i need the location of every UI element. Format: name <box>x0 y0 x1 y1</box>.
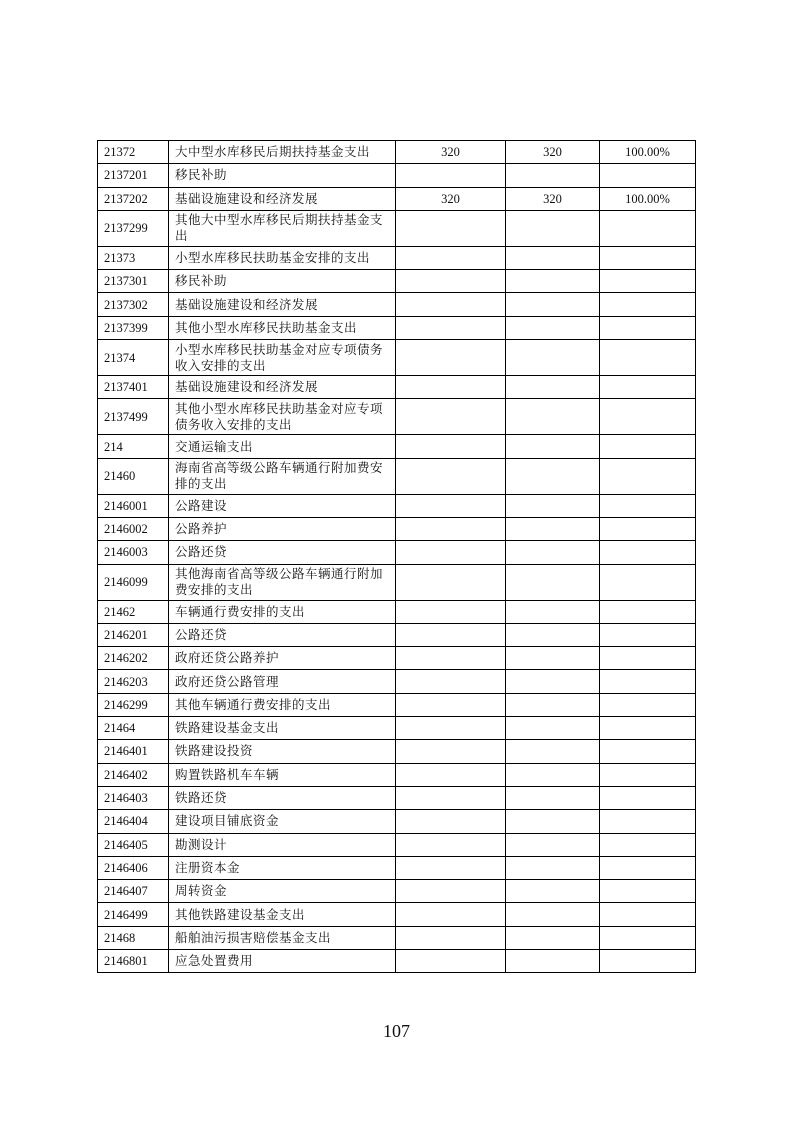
value-cell-2 <box>506 717 600 740</box>
name-cell: 车辆通行费安排的支出 <box>169 600 396 623</box>
value-cell-1 <box>396 856 506 879</box>
table-row <box>98 786 696 809</box>
table-row <box>98 926 696 949</box>
value-cell-2 <box>506 903 600 926</box>
code-cell: 2146402 <box>98 763 169 786</box>
name-cell: 交通运输支出 <box>169 435 396 458</box>
value-cell-3 <box>600 903 696 926</box>
value-cell-3 <box>600 670 696 693</box>
name-cell: 船舶油污损害赔偿基金支出 <box>169 926 396 949</box>
code-cell: 2137302 <box>98 293 169 316</box>
code-cell: 2146003 <box>98 541 169 564</box>
value-cell-2 <box>506 564 600 600</box>
name-cell: 其他车辆通行费安排的支出 <box>169 693 396 716</box>
table-row <box>98 517 696 540</box>
value-cell-2 <box>506 926 600 949</box>
table-row <box>98 833 696 856</box>
table-row <box>98 210 696 246</box>
value-cell-3 <box>600 810 696 833</box>
value-cell-2 <box>506 670 600 693</box>
page-number: 107 <box>383 1021 410 1041</box>
value-cell-1 <box>396 647 506 670</box>
code-cell: 2146201 <box>98 623 169 646</box>
value-cell-1 <box>396 517 506 540</box>
value-cell-1 <box>396 210 506 246</box>
value-cell-3 <box>600 246 696 269</box>
value-cell-1 <box>396 740 506 763</box>
table-row <box>98 541 696 564</box>
value-cell-3 <box>600 740 696 763</box>
code-cell: 2146403 <box>98 786 169 809</box>
code-cell: 2146406 <box>98 856 169 879</box>
name-cell: 建设项目铺底资金 <box>169 810 396 833</box>
value-cell-2 <box>506 270 600 293</box>
code-cell: 21374 <box>98 340 169 376</box>
code-cell: 21462 <box>98 600 169 623</box>
value-cell-1 <box>396 623 506 646</box>
value-cell-3 <box>600 541 696 564</box>
table-row <box>98 246 696 269</box>
name-cell: 公路养护 <box>169 517 396 540</box>
name-cell: 基础设施建设和经济发展 <box>169 293 396 316</box>
value-cell-2 <box>506 833 600 856</box>
name-cell: 公路还贷 <box>169 623 396 646</box>
code-cell: 2146407 <box>98 880 169 903</box>
value-cell-2 <box>506 880 600 903</box>
name-cell: 其他大中型水库移民后期扶持基金支出 <box>169 210 396 246</box>
code-cell: 2146099 <box>98 564 169 600</box>
code-cell: 2137301 <box>98 270 169 293</box>
value-cell-3 <box>600 564 696 600</box>
value-cell-3 <box>600 494 696 517</box>
name-cell: 公路建设 <box>169 494 396 517</box>
value-cell-3 <box>600 693 696 716</box>
code-cell: 214 <box>98 435 169 458</box>
value-cell-3 <box>600 647 696 670</box>
name-cell: 基础设施建设和经济发展 <box>169 376 396 399</box>
name-cell: 小型水库移民扶助基金对应专项债务收入安排的支出 <box>169 340 396 376</box>
value-cell-3 <box>600 950 696 973</box>
value-cell-2 <box>506 435 600 458</box>
name-cell: 移民补助 <box>169 164 396 187</box>
name-cell: 周转资金 <box>169 880 396 903</box>
value-cell-1 <box>396 763 506 786</box>
code-cell: 2146404 <box>98 810 169 833</box>
code-cell: 2146002 <box>98 517 169 540</box>
name-cell: 铁路建设投资 <box>169 740 396 763</box>
table-row <box>98 316 696 339</box>
value-cell-2 <box>506 399 600 435</box>
value-cell-2 <box>506 164 600 187</box>
value-cell-3 <box>600 926 696 949</box>
value-cell-2 <box>506 541 600 564</box>
value-cell-2 <box>506 293 600 316</box>
value-cell-2 <box>506 740 600 763</box>
value-cell-3 <box>600 856 696 879</box>
value-cell-1 <box>396 458 506 494</box>
value-cell-1 <box>396 435 506 458</box>
code-cell: 21373 <box>98 246 169 269</box>
code-cell: 2137401 <box>98 376 169 399</box>
value-cell-1 <box>396 903 506 926</box>
table-row <box>98 740 696 763</box>
value-cell-1 <box>396 340 506 376</box>
value-cell-1 <box>396 810 506 833</box>
value-cell-2 <box>506 647 600 670</box>
value-cell-2 <box>506 246 600 269</box>
name-cell: 公路还贷 <box>169 541 396 564</box>
value-cell-1 <box>396 693 506 716</box>
value-cell-3 <box>600 316 696 339</box>
value-cell-2 <box>506 517 600 540</box>
value-cell-1 <box>396 833 506 856</box>
code-cell: 2146299 <box>98 693 169 716</box>
name-cell: 铁路建设基金支出 <box>169 717 396 740</box>
value-cell-3 <box>600 458 696 494</box>
value-cell-3 <box>600 435 696 458</box>
table-row <box>98 880 696 903</box>
table-row <box>98 141 696 164</box>
table-row <box>98 435 696 458</box>
code-cell: 2146001 <box>98 494 169 517</box>
value-cell-2: 320 <box>506 141 600 164</box>
value-cell-1 <box>396 293 506 316</box>
code-cell: 2137201 <box>98 164 169 187</box>
value-cell-3: 100.00% <box>600 187 696 210</box>
code-cell: 2137499 <box>98 399 169 435</box>
table-row <box>98 647 696 670</box>
value-cell-2 <box>506 316 600 339</box>
value-cell-2 <box>506 786 600 809</box>
code-cell: 2146401 <box>98 740 169 763</box>
name-cell: 政府还贷公路养护 <box>169 647 396 670</box>
value-cell-2 <box>506 210 600 246</box>
table-row <box>98 376 696 399</box>
value-cell-2 <box>506 763 600 786</box>
table-row <box>98 950 696 973</box>
value-cell-1 <box>396 564 506 600</box>
name-cell: 政府还贷公路管理 <box>169 670 396 693</box>
value-cell-1 <box>396 717 506 740</box>
value-cell-3 <box>600 717 696 740</box>
value-cell-3 <box>600 210 696 246</box>
table-row <box>98 600 696 623</box>
name-cell: 注册资本金 <box>169 856 396 879</box>
code-cell: 21468 <box>98 926 169 949</box>
value-cell-3 <box>600 600 696 623</box>
value-cell-1 <box>396 926 506 949</box>
table-row <box>98 340 696 376</box>
value-cell-3 <box>600 376 696 399</box>
value-cell-3 <box>600 623 696 646</box>
value-cell-1 <box>396 376 506 399</box>
value-cell-3 <box>600 763 696 786</box>
table-row <box>98 763 696 786</box>
table-row <box>98 270 696 293</box>
value-cell-3 <box>600 517 696 540</box>
name-cell: 移民补助 <box>169 270 396 293</box>
value-cell-1: 320 <box>396 141 506 164</box>
value-cell-1 <box>396 316 506 339</box>
code-cell: 2137299 <box>98 210 169 246</box>
name-cell: 其他铁路建设基金支出 <box>169 903 396 926</box>
value-cell-1 <box>396 246 506 269</box>
value-cell-3 <box>600 833 696 856</box>
name-cell: 铁路还贷 <box>169 786 396 809</box>
value-cell-3 <box>600 164 696 187</box>
name-cell: 海南省高等级公路车辆通行附加费安排的支出 <box>169 458 396 494</box>
value-cell-2 <box>506 458 600 494</box>
name-cell: 其他小型水库移民扶助基金对应专项债务收入安排的支出 <box>169 399 396 435</box>
table-row <box>98 717 696 740</box>
name-cell: 购置铁路机车车辆 <box>169 763 396 786</box>
value-cell-2 <box>506 693 600 716</box>
table-row <box>98 564 696 600</box>
table-row <box>98 856 696 879</box>
code-cell: 21464 <box>98 717 169 740</box>
table-row <box>98 693 696 716</box>
value-cell-1 <box>396 670 506 693</box>
value-cell-1 <box>396 164 506 187</box>
code-cell: 2146499 <box>98 903 169 926</box>
name-cell: 大中型水库移民后期扶持基金支出 <box>169 141 396 164</box>
value-cell-3 <box>600 399 696 435</box>
value-cell-2 <box>506 950 600 973</box>
code-cell: 2146203 <box>98 670 169 693</box>
value-cell-1 <box>396 600 506 623</box>
value-cell-3 <box>600 340 696 376</box>
table-row <box>98 494 696 517</box>
value-cell-1 <box>396 270 506 293</box>
table-row <box>98 187 696 210</box>
value-cell-2 <box>506 600 600 623</box>
name-cell: 其他小型水库移民扶助基金支出 <box>169 316 396 339</box>
code-cell: 2146801 <box>98 950 169 973</box>
value-cell-2 <box>506 340 600 376</box>
name-cell: 其他海南省高等级公路车辆通行附加费安排的支出 <box>169 564 396 600</box>
value-cell-2 <box>506 623 600 646</box>
value-cell-1 <box>396 786 506 809</box>
value-cell-3 <box>600 880 696 903</box>
value-cell-3 <box>600 786 696 809</box>
table-row <box>98 399 696 435</box>
value-cell-1: 320 <box>396 187 506 210</box>
table-body <box>98 141 696 973</box>
code-cell: 2146405 <box>98 833 169 856</box>
budget-table <box>97 140 696 973</box>
value-cell-2 <box>506 856 600 879</box>
name-cell: 基础设施建设和经济发展 <box>169 187 396 210</box>
value-cell-1 <box>396 494 506 517</box>
table-row <box>98 623 696 646</box>
code-cell: 2137202 <box>98 187 169 210</box>
table-row <box>98 293 696 316</box>
name-cell: 小型水库移民扶助基金安排的支出 <box>169 246 396 269</box>
name-cell: 应急处置费用 <box>169 950 396 973</box>
value-cell-3 <box>600 293 696 316</box>
value-cell-2: 320 <box>506 187 600 210</box>
code-cell: 2137399 <box>98 316 169 339</box>
value-cell-2 <box>506 810 600 833</box>
value-cell-3 <box>600 270 696 293</box>
table-row <box>98 903 696 926</box>
value-cell-1 <box>396 880 506 903</box>
code-cell: 21372 <box>98 141 169 164</box>
name-cell: 勘测设计 <box>169 833 396 856</box>
value-cell-1 <box>396 541 506 564</box>
table-row <box>98 670 696 693</box>
value-cell-1 <box>396 399 506 435</box>
table-row <box>98 458 696 494</box>
code-cell: 21460 <box>98 458 169 494</box>
value-cell-2 <box>506 494 600 517</box>
value-cell-2 <box>506 376 600 399</box>
table-row <box>98 164 696 187</box>
table-row <box>98 810 696 833</box>
value-cell-1 <box>396 950 506 973</box>
code-cell: 2146202 <box>98 647 169 670</box>
value-cell-3: 100.00% <box>600 141 696 164</box>
